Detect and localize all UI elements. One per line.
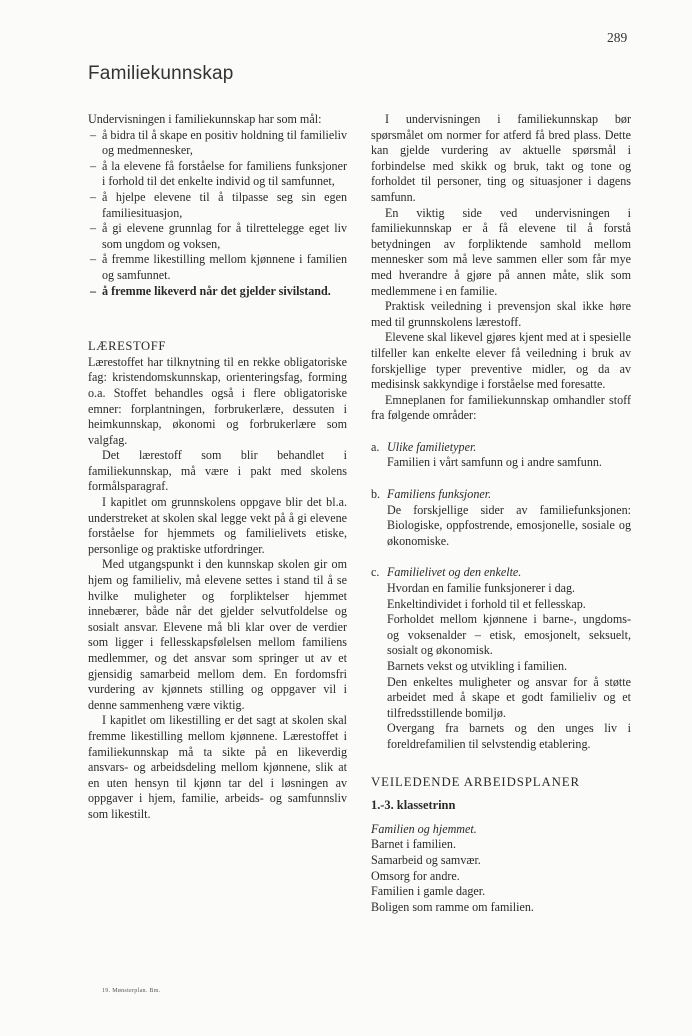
goal-item: – å la elevene få forståelse for familiens funksjoner i forhold til det enkelte individ og til samfunnet, (88, 159, 347, 190)
goal-item: – å bidra til å skape en positiv holdning til familieliv og medmennesker, (88, 128, 347, 159)
area-line: Den enkeltes muligheter og ansvar for å støtte arbeidet med å skape et godt familieliv og et tilfredsstillende bomiljø. (387, 674, 631, 720)
paragraph: Elevene skal likevel gjøres kjent med at i spesielle tilfeller kan enkelte elever få veiledning i bruk av forskjellige typer preventive midler, og da av medisinsk sakkyndige i forståelse med foresatte. (371, 330, 631, 392)
paragraph: En viktig side ved undervisningen i familiekunnskap er å få elevene til å forstå betydningen av forpliktende samhold mellom mennesker som må leve sammen eller som får mye med hverandre å gjøre på annen måte, slik som medlemmene i en familie. (371, 205, 631, 298)
plan-item: Omsorg for andre. (371, 868, 460, 883)
paragraph: Emneplanen for familiekunnskap omhandler stoff fra følgende områder: (371, 392, 631, 423)
area-c (371, 565, 631, 752)
plan-item: Barnet i familien. (371, 837, 456, 852)
paragraph: I undervisningen i familiekunnskap bør spørsmålet om normer for atferd få bred plass. Dette kan gjelde vurdering av aktuelle spørsmål i forbindelse med skikk og bruk, takt og tone og forholdet til personer, ting og situasjoner i dagens samfunn. (371, 112, 631, 204)
plan-list (371, 837, 631, 915)
goal-item: – å gi elevene grunnlag for å tilrettelegge eget liv som ungdom og voksen, (88, 221, 347, 252)
plan-item: Boligen som ramme om familien. (371, 899, 534, 914)
left-column (88, 112, 347, 823)
area-line: Hvordan en familie funksjonerer i dag. (387, 581, 576, 596)
footnote: 19. Mønsterplan. Bm. (102, 988, 161, 994)
area-letter: c. (371, 565, 380, 580)
area-a (371, 440, 631, 471)
area-title: Familielivet og den enkelte. (387, 565, 522, 580)
area-line: Overgang fra barnets og den unges liv i foreldrefamilien til selvstendig etablering. (387, 721, 631, 751)
goals-list (88, 128, 347, 300)
grade-heading: 1.-3. klassetrinn (371, 798, 456, 813)
area-body: Familien i vårt samfunn og i andre samfunn. (387, 455, 602, 470)
area-line: Barnets vekst og utvikling i familien. (387, 659, 568, 673)
goal-item: – å hjelpe elevene til å tilpasse seg sin egen familiesituasjon, (88, 190, 347, 221)
paragraph: Det lærestoff som blir behandlet i familiekunnskap, må være i pakt med skolens formålsparagraf. (88, 448, 347, 494)
paragraph: I kapitlet om grunnskolens oppgave blir det bl.a. understreket at skolen skal legge vekt på å gi elevene forståelse for hjemmets og familielivets etiske, personlige og praktiske utfordringer. (88, 495, 347, 556)
goal-item: – å fremme likestilling mellom kjønnene i familien og samfunnet. (88, 252, 347, 283)
paragraph: Praktisk veiledning i prevensjon skal ikke høre med til grunnskolens lærestoff. (371, 299, 631, 329)
page-number: 289 (607, 30, 628, 45)
section-heading-arbeidsplaner: VEILEDENDE ARBEIDSPLANER (371, 774, 580, 789)
area-letter: b. (371, 487, 381, 502)
area-line: Enkeltindividet i forhold til et fellesskap. (387, 596, 586, 611)
plan-item: Familien i gamle dager. (371, 884, 486, 899)
paragraph: Med utgangspunkt i den kunnskap skolen gir om hjem og familieliv, må elevene settes i stand til å se hvilke muligheter og forpliktelser hjemmet innebærer, både når det gjelder selvutfoldelse og sosialt ansvar. Elevene må bli klar over de verdier som ligger i fellesskapsfølelsen mellom familiens medlemmer, og det ansvar som springer ut av et gjensidig samarbeid mellom dem. En fordomsfri vurdering av kjønnets stilling og oppgaver vil i denne sammenheng være viktig. (88, 557, 347, 712)
page-title: Familiekunnskap (88, 63, 234, 84)
area-title: Familiens funksjoner. (387, 487, 492, 502)
paragraph: I kapitlet om likestilling er det sagt at skolen skal fremme likestilling mellom kjønnene. Lærestoffet i familiekunnskap må ta sikte på en likeverdig ansvars- og arbeidsdeling mellom kjønnene, slik at en uten hensyn til kjønn tar del i løsningen av oppgaver i hjem, familie, arbeids- og samfunnsliv som likestilt. (88, 713, 347, 821)
plan-item: Samarbeid og samvær. (371, 852, 481, 867)
section-heading-laerestoff: LÆRESTOFF (88, 339, 166, 354)
area-body: De forskjellige sider av familiefunksjonen: Biologiske, oppfostrende, emosjonelle, sosiale og økonomiske. (387, 502, 631, 548)
plan-title: Familien og hjemmet. (371, 821, 477, 836)
area-b (371, 487, 631, 549)
paragraph: Lærestoffet har tilknytning til en rekke obligatoriske fag: kristendomskunnskap, orienteringsfag, forming o.a. Stoffet behandles også i flere obligatoriske emner: forplantningen, forbrukerlære, dessuten i heimkunnskap, økonomi og forbrukerlære som valgfag. (88, 354, 347, 447)
area-line: Forholdet mellom kjønnene i barne-, ungdoms- og voksenalder – etisk, emosjonelt, seksuelt, sosialt og økonomisk. (387, 612, 631, 658)
goal-item: – å fremme likeverd når det gjelder sivilstand. (88, 284, 347, 300)
goals-intro: Undervisningen i familiekunnskap har som mål: (88, 112, 322, 126)
area-title: Ulike familietyper. (387, 439, 477, 454)
area-letter: a. (371, 439, 380, 454)
right-column (371, 112, 631, 915)
